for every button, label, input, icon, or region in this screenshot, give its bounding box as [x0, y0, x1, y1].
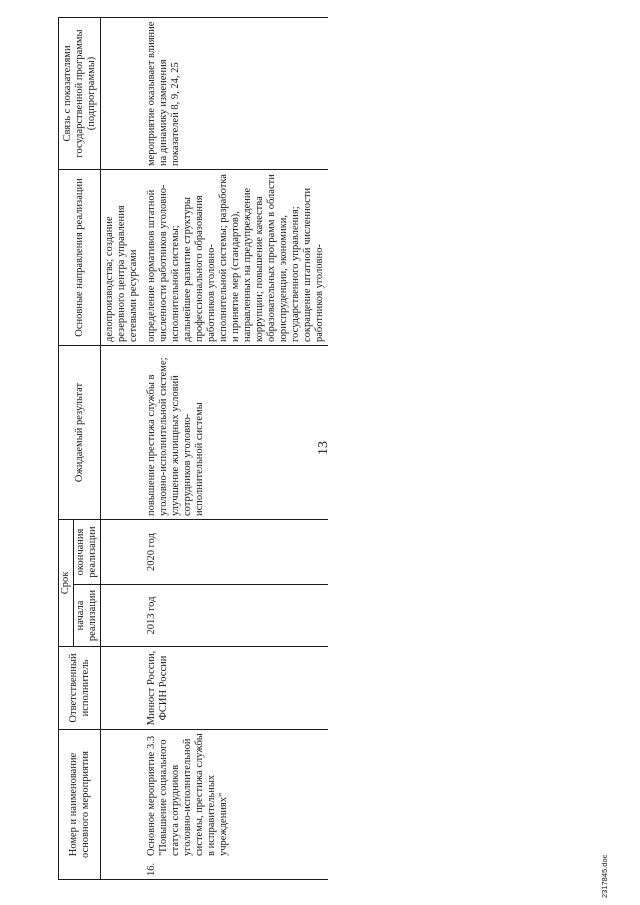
cell-executor: Минюст России, ФСИН России [144, 647, 328, 730]
cell-result: повышение престижа службы в уголовно-исполнительной системе; улучшение жилищных условий сотрудников уголовно-исполнительной системы [144, 345, 328, 519]
header-executor: Ответственный исполнитель [59, 647, 101, 730]
rotated-table-container [58, 18, 613, 880]
cell-end: 2020 год [144, 519, 328, 584]
cell-start: 2013 год [144, 585, 328, 647]
header-end: окончания реализации [74, 519, 101, 584]
header-link: Связь с показателями государственной программы (подпрограммы) [59, 17, 101, 169]
header-name: Номер и наименование основного мероприятия [59, 730, 101, 880]
program-table [58, 17, 328, 880]
cell-link: мероприятие оказывает влияние на динамику изменения показателей 8, 9, 24, 25 [144, 17, 328, 169]
page-number: 13 [316, 441, 331, 455]
header-result: Ожидаемый результат [59, 345, 101, 519]
cell-name [144, 730, 328, 880]
header-term: Срок [59, 519, 74, 646]
cell-directions: определение нормативов штатной численности работников уголовно-исполнительной системы; дальнейшее развитие структуры профессионального образования работников уголовно-исполнительной системы; разработка и принятие мер (стандартов), направленных на предупреждение коррупции; повышение качества образовательных программ в области юриспруденции, экономики, государственного управления; сокращение штатной численности работников уголовно- [144, 169, 328, 345]
table-row [144, 17, 328, 879]
document-footer: 2317845.doc [600, 854, 609, 898]
row-name: Основное мероприятие 3.3 "Повышение социального статуса сотрудников уголовно-исполнительной системы, престижа службы в исправительных учреждениях" [146, 733, 229, 856]
continuation-directions: делопроизводства; создание резервного центра управления сетевыми ресурсами [101, 169, 145, 345]
header-start: начала реализации [74, 585, 101, 647]
row-number: 16. [146, 862, 157, 876]
header-directions: Основные направления реализации [59, 169, 101, 345]
continuation-row [101, 17, 145, 879]
